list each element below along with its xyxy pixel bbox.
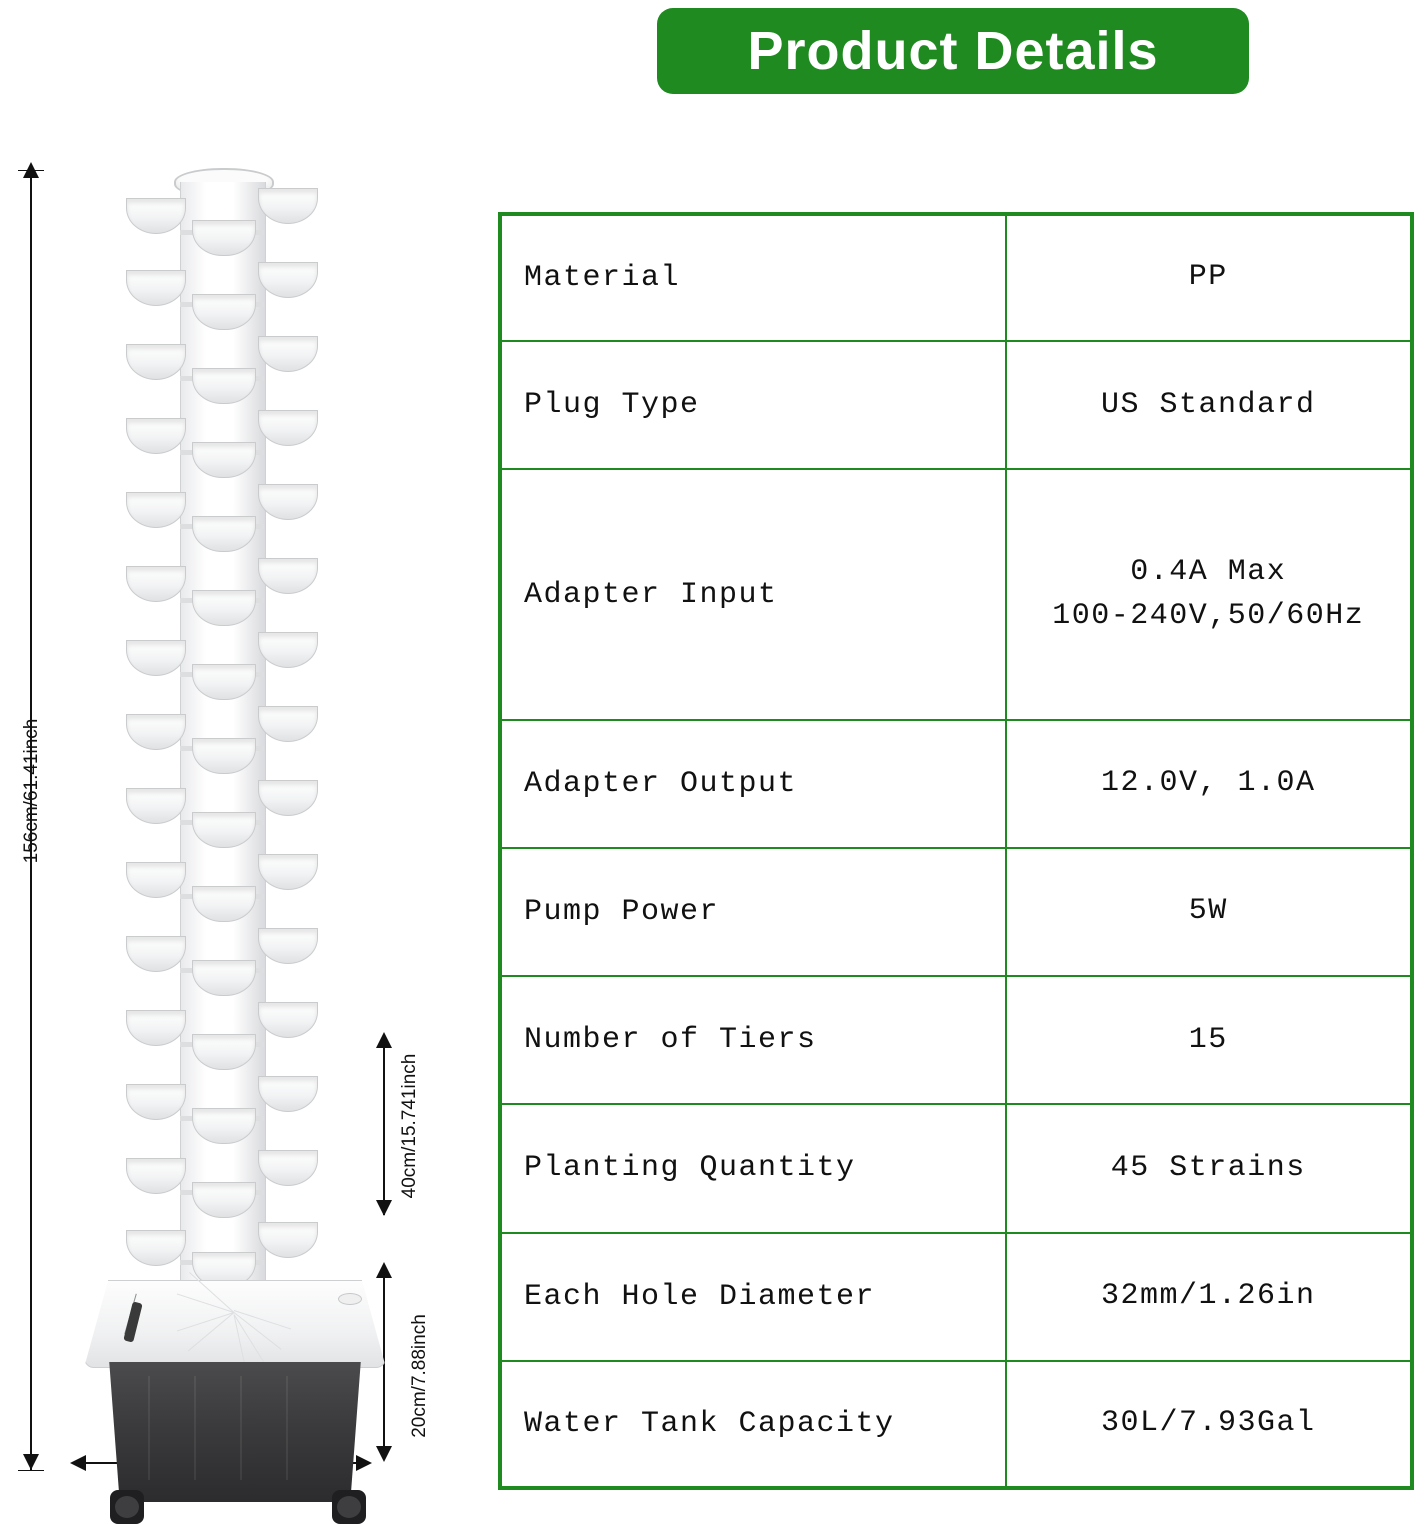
planting-cup [126,936,186,972]
table-row [502,1361,1410,1486]
depth-dimension-label: 40cm/15.741inch [399,1053,420,1199]
planting-cup [258,632,318,668]
spec-value-line: 45 Strains [1110,1150,1306,1185]
table-row [502,216,1410,341]
spec-label: Planting Quantity [502,1104,1006,1232]
spec-value [1006,216,1410,341]
page-title: Product Details [747,21,1159,81]
height-dimension-label: 156cm/61.41inch [21,718,42,864]
spec-value [1006,1233,1410,1361]
spec-label: Adapter Output [502,720,1006,848]
product-spec-table [498,212,1414,1490]
planting-cup [126,1230,186,1266]
spec-value [1006,1104,1410,1232]
spec-value [1006,976,1410,1104]
caster-wheel [332,1490,366,1524]
spec-value [1006,1361,1410,1486]
planting-cup [258,1222,318,1258]
spec-label: Material [502,216,1006,341]
spec-value-line: 12.0V, 1.0A [1101,766,1316,801]
table-row [502,341,1410,469]
water-tank-rib [240,1376,242,1480]
depth-dimension-line [383,1040,385,1215]
water-tank-rib [194,1376,196,1480]
planting-cup [258,262,318,298]
spec-value-line: 32mm/1.26in [1101,1278,1316,1313]
planting-cup [258,780,318,816]
growing-tower-graphic [60,150,360,1470]
spec-value-line: 0.4A Max [1130,555,1287,590]
planting-cup [126,1010,186,1046]
planting-cup [126,492,186,528]
planting-cup [258,928,318,964]
spec-label: Number of Tiers [502,976,1006,1104]
table-row [502,469,1410,720]
planting-cup [258,484,318,520]
planting-cup [126,198,186,234]
depth-arrow-down-icon [376,1200,392,1216]
planting-cup [258,410,318,446]
planting-cup [126,418,186,454]
planting-cup [258,854,318,890]
spec-value [1006,469,1410,720]
spec-value-line: 5W [1188,894,1228,929]
planting-cup [258,706,318,742]
planting-cup [258,1002,318,1038]
tank-height-arrow-up-icon [376,1262,392,1278]
height-arrow-down-icon [23,1454,39,1470]
spec-value [1006,848,1410,976]
product-dimension-illustration [0,130,470,1490]
spec-value-line: US Standard [1101,387,1316,422]
planting-cup [258,1150,318,1186]
planting-cup [126,788,186,824]
planting-cup [258,1076,318,1112]
product-details-header [657,8,1249,94]
table-row [502,848,1410,976]
spec-label: Pump Power [502,848,1006,976]
planting-cup [126,344,186,380]
spec-value-line: 30L/7.93Gal [1101,1406,1316,1441]
spec-label: Each Hole Diameter [502,1233,1006,1361]
depth-arrow-up-icon [376,1032,392,1048]
planting-cup [126,1158,186,1194]
spec-value [1006,341,1410,469]
spec-value-line: PP [1188,260,1228,295]
tank-height-arrow-down-icon [376,1446,392,1462]
table-row [502,1104,1410,1232]
water-tank-rib [286,1376,288,1480]
height-tick-bottom [18,1470,44,1471]
spec-label: Adapter Input [502,469,1006,720]
table-row [502,976,1410,1104]
lid-drain-hole [338,1293,362,1305]
table-row [502,720,1410,848]
spec-label: Water Tank Capacity [502,1361,1006,1486]
planting-cup [258,336,318,372]
spec-value-line: 100-240V,50/60Hz [1052,598,1365,633]
planting-cup [258,558,318,594]
spec-value-line: 15 [1188,1022,1228,1057]
planting-cup [126,640,186,676]
planting-cup [126,862,186,898]
spec-value [1006,720,1410,848]
spec-label: Plug Type [502,341,1006,469]
planting-cup [126,270,186,306]
planting-cup [258,188,318,224]
tank-height-dimension-label: 20cm/7.88inch [409,1314,430,1438]
planting-cup [126,1084,186,1120]
water-tank-rib [148,1376,150,1480]
water-tank [104,1362,366,1502]
table-row [502,1233,1410,1361]
caster-wheel [110,1490,144,1524]
planting-cup [126,714,186,750]
planting-cup [126,566,186,602]
height-tick-top [18,170,44,171]
